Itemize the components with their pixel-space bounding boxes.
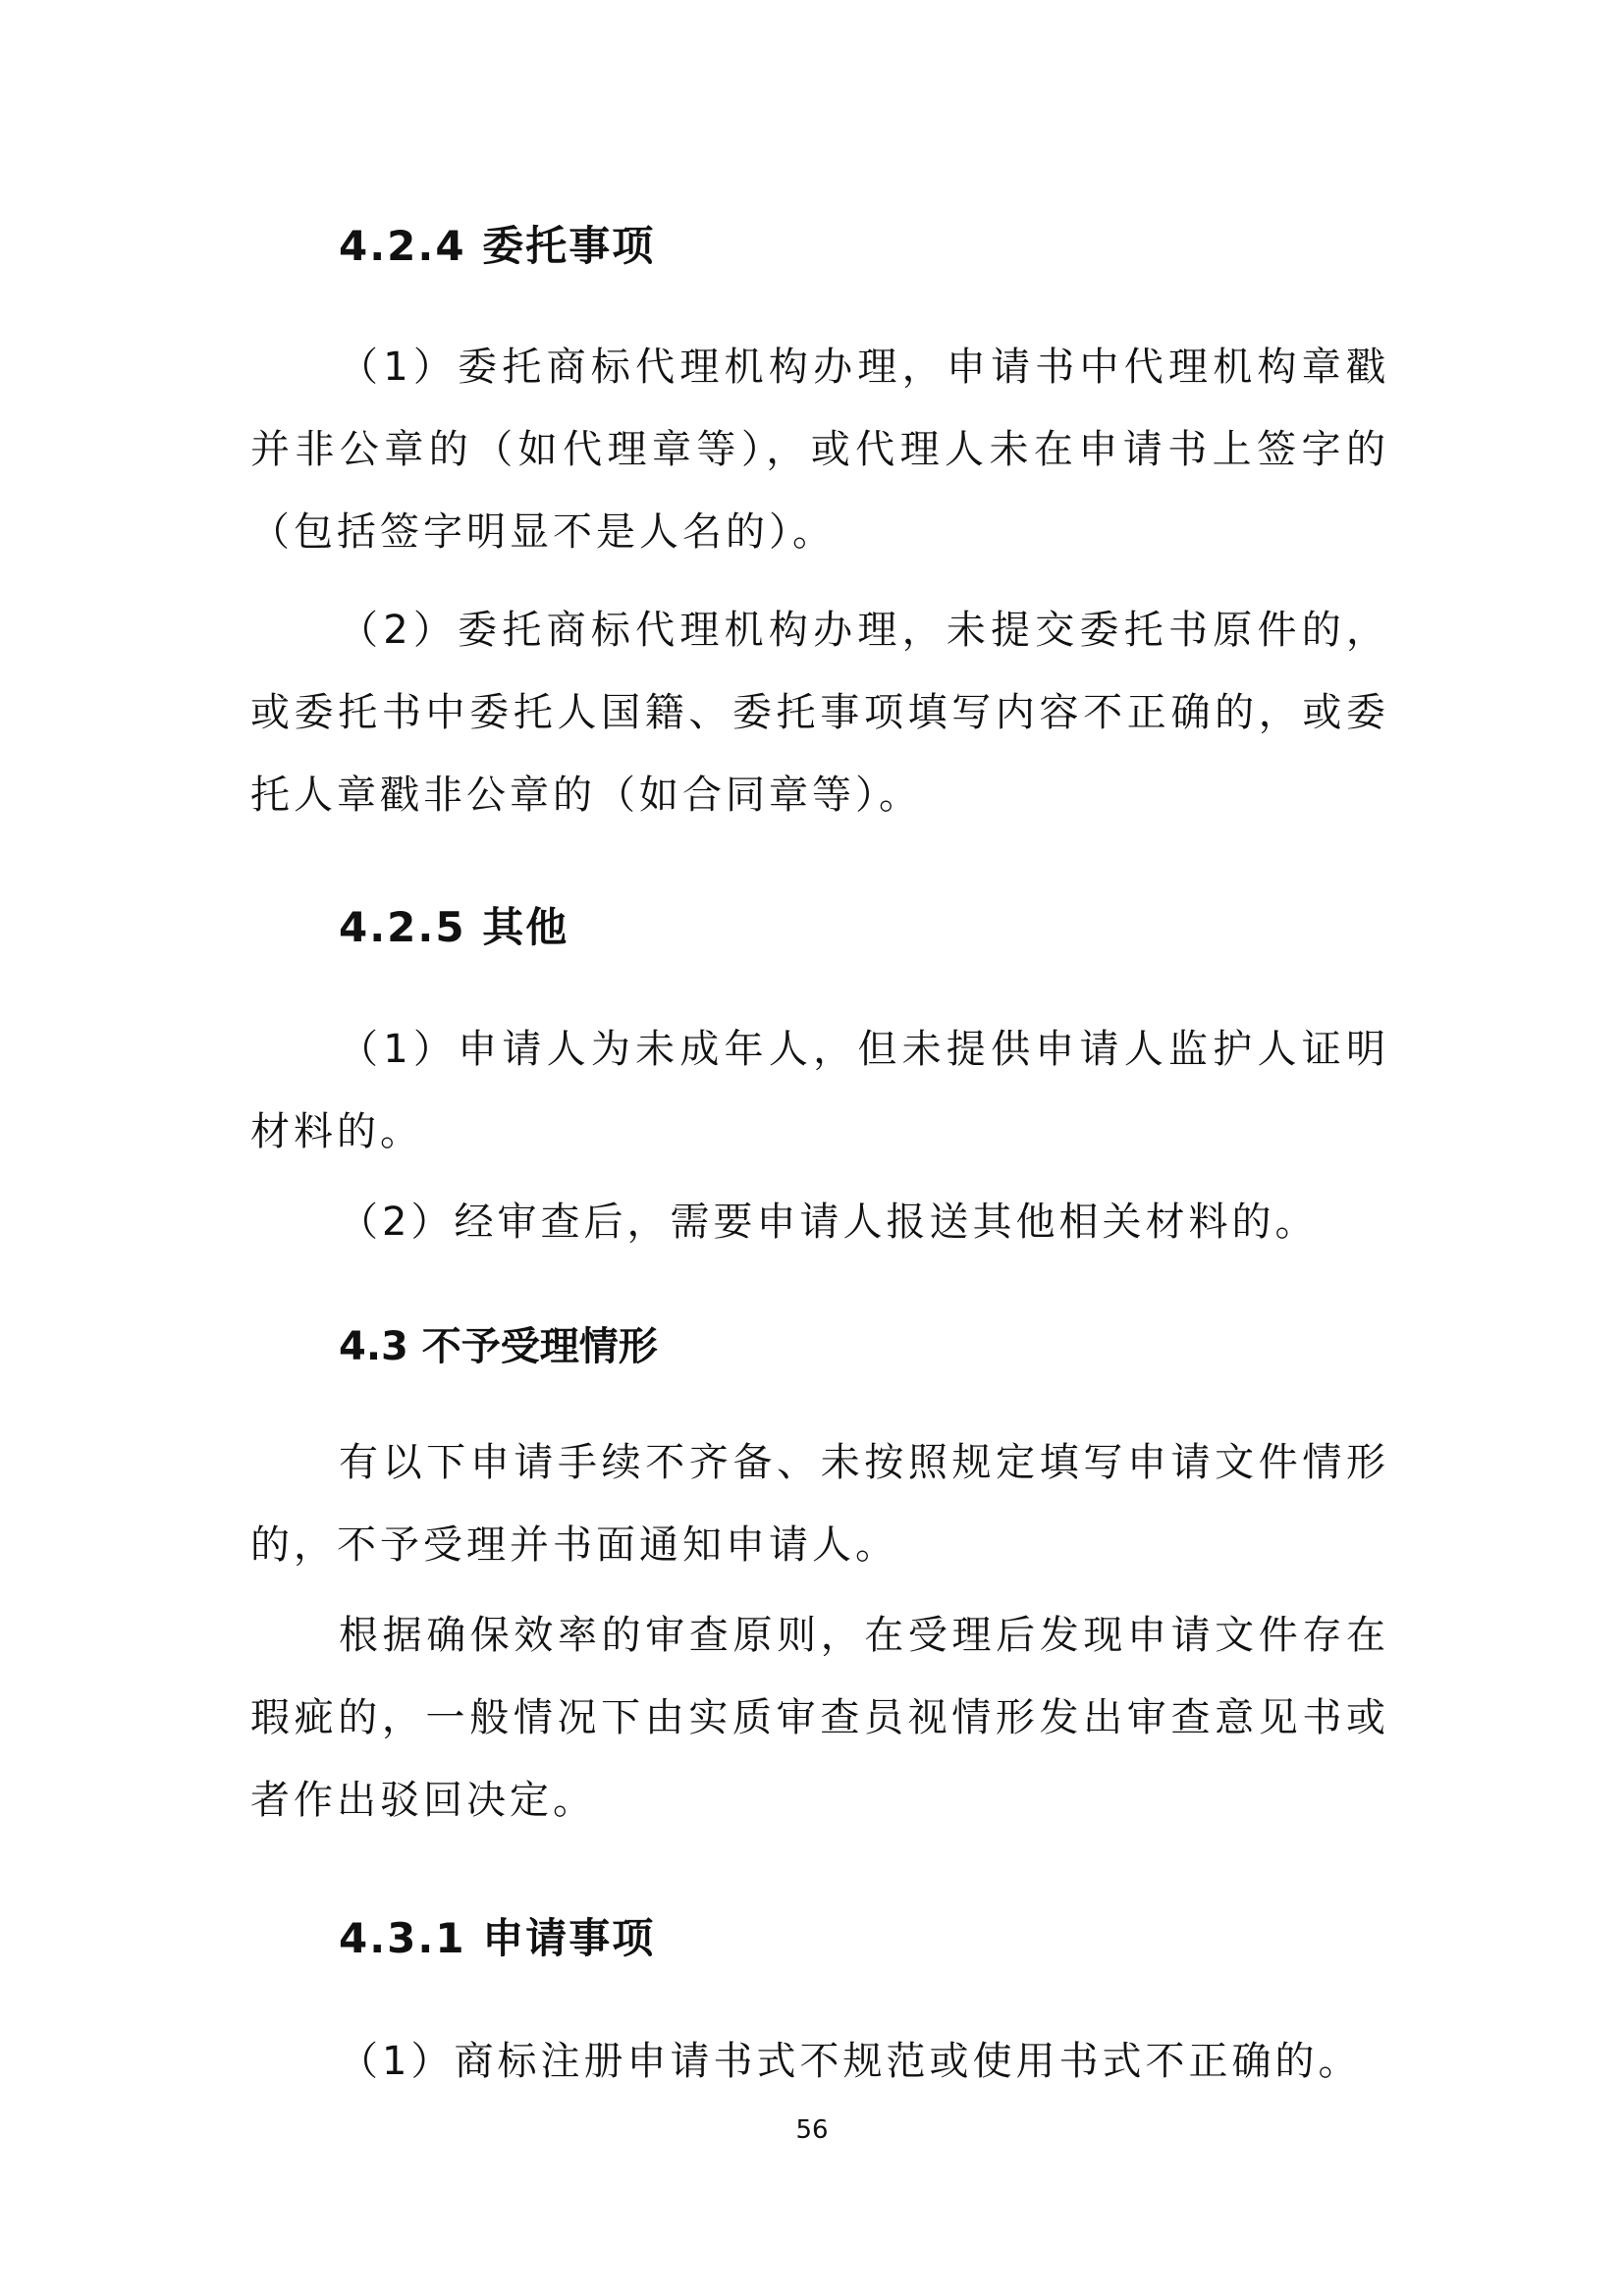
page-number: 56 [795, 2115, 829, 2145]
heading-4-2-4: 4.2.4 委托事项 [339, 222, 656, 270]
heading-4-3-1: 4.3.1 申请事项 [339, 1914, 656, 1962]
paragraph-4-2-4-2: （2）委托商标代理机构办理，未提交委托书原件的，或委托书中委托人国籍、委托事项填写内容不正确的，或委托人章戳非公章的（如合同章等）。 [250, 608, 1389, 818]
paragraph-4-2-5-2: （2）经审查后，需要申请人报送其他相关材料的。 [339, 1200, 1319, 1245]
heading-4-3 [339, 1315, 658, 1371]
paragraph-4-2-5-1: （1）申请人为未成年人，但未提供申请人监护人证明材料的。 [250, 1027, 1389, 1154]
paragraph-4-3-intro: 有以下申请手续不齐备、未按照规定填写申请文件情形的，不予受理并书面通知申请人。 [250, 1440, 1389, 1568]
heading-4-3-title: 不予受理情形 [421, 1324, 658, 1369]
document-page [250, 0, 1389, 2296]
paragraph-4-3-principle: 根据确保效率的审查原则，在受理后发现申请文件存在瑕疵的，一般情况下由实质审查员视情形发出审查意见书或者作出驳回决定。 [250, 1613, 1389, 1823]
heading-4-3-number: 4.3 [339, 1324, 408, 1369]
paragraph-4-2-4-1: （1）委托商标代理机构办理，申请书中代理机构章戳并非公章的（如代理章等），或代理人未在申请书上签字的（包括签字明显不是人名的）。 [250, 345, 1389, 555]
heading-4-2-5: 4.2.5 其他 [339, 903, 569, 951]
paragraph-4-3-1-1: （1）商标注册申请书式不规范或使用书式不正确的。 [339, 2039, 1362, 2084]
